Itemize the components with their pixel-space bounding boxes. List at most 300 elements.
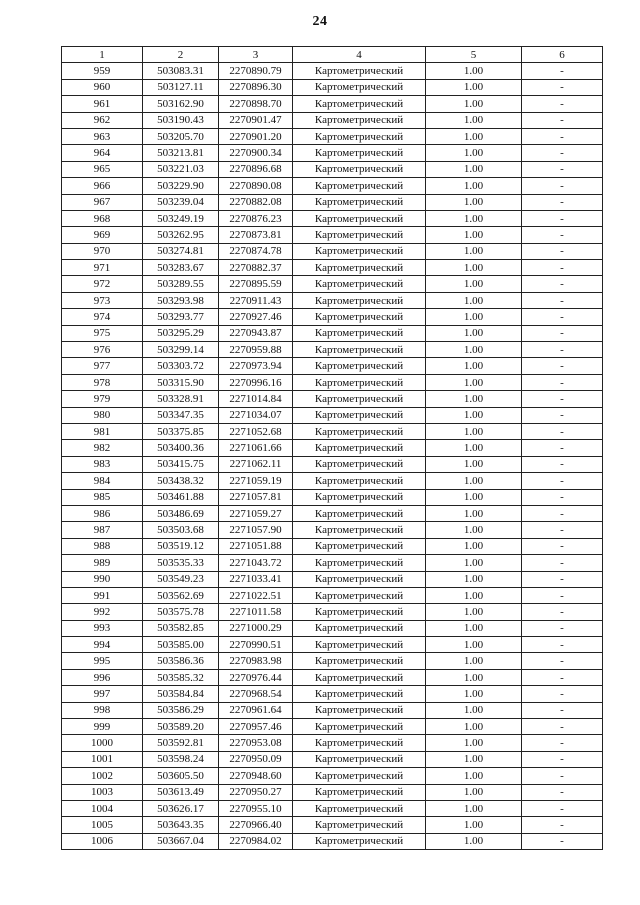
y-coordinate-cell: 2271051.88 [219, 538, 293, 554]
description-cell: - [522, 669, 603, 685]
x-coordinate-cell: 503461.88 [143, 489, 219, 505]
accuracy-cell: 1.00 [426, 686, 522, 702]
x-coordinate-cell: 503249.19 [143, 210, 219, 226]
x-coordinate-cell: 503162.90 [143, 96, 219, 112]
point-number-cell: 967 [62, 194, 143, 210]
point-number-cell: 1004 [62, 800, 143, 816]
table-row [62, 423, 603, 439]
y-coordinate-cell: 2270895.59 [219, 276, 293, 292]
y-coordinate-cell: 2270966.40 [219, 817, 293, 833]
x-coordinate-cell: 503205.70 [143, 128, 219, 144]
y-coordinate-cell: 2270882.08 [219, 194, 293, 210]
description-cell: - [522, 784, 603, 800]
point-number-cell: 984 [62, 473, 143, 489]
x-coordinate-cell: 503083.31 [143, 63, 219, 79]
point-number-cell: 991 [62, 587, 143, 603]
y-coordinate-cell: 2270876.23 [219, 210, 293, 226]
point-number-cell: 999 [62, 719, 143, 735]
y-coordinate-cell: 2270984.02 [219, 833, 293, 849]
x-coordinate-cell: 503293.77 [143, 309, 219, 325]
point-number-cell: 982 [62, 440, 143, 456]
table-row [62, 227, 603, 243]
method-cell: Картометрический [293, 440, 426, 456]
accuracy-cell: 1.00 [426, 276, 522, 292]
method-cell: Картометрический [293, 817, 426, 833]
description-cell: - [522, 407, 603, 423]
point-number-cell: 981 [62, 423, 143, 439]
description-cell: - [522, 505, 603, 521]
y-coordinate-cell: 2271033.41 [219, 571, 293, 587]
method-cell: Картометрический [293, 374, 426, 390]
y-coordinate-cell: 2271014.84 [219, 391, 293, 407]
point-number-cell: 996 [62, 669, 143, 685]
y-coordinate-cell: 2270874.78 [219, 243, 293, 259]
x-coordinate-cell: 503582.85 [143, 620, 219, 636]
method-cell: Картометрический [293, 456, 426, 472]
x-coordinate-cell: 503400.36 [143, 440, 219, 456]
x-coordinate-cell: 503289.55 [143, 276, 219, 292]
x-coordinate-cell: 503598.24 [143, 751, 219, 767]
description-cell: - [522, 735, 603, 751]
x-coordinate-cell: 503486.69 [143, 505, 219, 521]
table-row [62, 637, 603, 653]
point-number-cell: 961 [62, 96, 143, 112]
table-row [62, 669, 603, 685]
method-cell: Картометрический [293, 227, 426, 243]
x-coordinate-cell: 503643.35 [143, 817, 219, 833]
accuracy-cell: 1.00 [426, 702, 522, 718]
table-row [62, 768, 603, 784]
y-coordinate-cell: 2270896.68 [219, 161, 293, 177]
x-coordinate-cell: 503375.85 [143, 423, 219, 439]
x-coordinate-cell: 503503.68 [143, 522, 219, 538]
point-number-cell: 960 [62, 79, 143, 95]
description-cell: - [522, 637, 603, 653]
y-coordinate-cell: 2271000.29 [219, 620, 293, 636]
table-row [62, 555, 603, 571]
y-coordinate-cell: 2271052.68 [219, 423, 293, 439]
accuracy-cell: 1.00 [426, 751, 522, 767]
accuracy-cell: 1.00 [426, 719, 522, 735]
method-cell: Картометрический [293, 358, 426, 374]
x-coordinate-cell: 503315.90 [143, 374, 219, 390]
y-coordinate-cell: 2270890.79 [219, 63, 293, 79]
coordinates-table [61, 46, 603, 850]
y-coordinate-cell: 2270959.88 [219, 342, 293, 358]
x-coordinate-cell: 503586.36 [143, 653, 219, 669]
y-coordinate-cell: 2270896.30 [219, 79, 293, 95]
method-cell: Картометрический [293, 145, 426, 161]
point-number-cell: 997 [62, 686, 143, 702]
accuracy-cell: 1.00 [426, 456, 522, 472]
x-coordinate-cell: 503519.12 [143, 538, 219, 554]
x-coordinate-cell: 503295.29 [143, 325, 219, 341]
point-number-cell: 998 [62, 702, 143, 718]
description-cell: - [522, 555, 603, 571]
method-cell: Картометрический [293, 210, 426, 226]
accuracy-cell: 1.00 [426, 79, 522, 95]
method-cell: Картометрический [293, 309, 426, 325]
accuracy-cell: 1.00 [426, 604, 522, 620]
x-coordinate-cell: 503262.95 [143, 227, 219, 243]
description-cell: - [522, 309, 603, 325]
table-row [62, 161, 603, 177]
method-cell: Картометрический [293, 342, 426, 358]
description-cell: - [522, 260, 603, 276]
point-number-cell: 980 [62, 407, 143, 423]
accuracy-cell: 1.00 [426, 800, 522, 816]
table-row [62, 473, 603, 489]
table-row [62, 309, 603, 325]
y-coordinate-cell: 2270996.16 [219, 374, 293, 390]
point-number-cell: 985 [62, 489, 143, 505]
accuracy-cell: 1.00 [426, 342, 522, 358]
x-coordinate-cell: 503239.04 [143, 194, 219, 210]
accuracy-cell: 1.00 [426, 178, 522, 194]
table-row [62, 505, 603, 521]
method-cell: Картометрический [293, 243, 426, 259]
accuracy-cell: 1.00 [426, 292, 522, 308]
method-cell: Картометрический [293, 79, 426, 95]
accuracy-cell: 1.00 [426, 210, 522, 226]
description-cell: - [522, 374, 603, 390]
method-cell: Картометрический [293, 161, 426, 177]
y-coordinate-cell: 2270882.37 [219, 260, 293, 276]
accuracy-cell: 1.00 [426, 505, 522, 521]
point-number-cell: 987 [62, 522, 143, 538]
point-number-cell: 990 [62, 571, 143, 587]
y-coordinate-cell: 2270901.20 [219, 128, 293, 144]
method-cell: Картометрический [293, 555, 426, 571]
method-cell: Картометрический [293, 260, 426, 276]
table-row [62, 96, 603, 112]
y-coordinate-cell: 2271011.58 [219, 604, 293, 620]
method-cell: Картометрический [293, 800, 426, 816]
accuracy-cell: 1.00 [426, 423, 522, 439]
description-cell: - [522, 833, 603, 849]
table-row [62, 522, 603, 538]
point-number-cell: 977 [62, 358, 143, 374]
description-cell: - [522, 571, 603, 587]
accuracy-cell: 1.00 [426, 768, 522, 784]
column-header-5: 5 [426, 47, 522, 63]
point-number-cell: 970 [62, 243, 143, 259]
description-cell: - [522, 96, 603, 112]
accuracy-cell: 1.00 [426, 653, 522, 669]
point-number-cell: 965 [62, 161, 143, 177]
method-cell: Картометрический [293, 702, 426, 718]
y-coordinate-cell: 2270968.54 [219, 686, 293, 702]
table-row [62, 489, 603, 505]
table-body [62, 63, 603, 850]
point-number-cell: 986 [62, 505, 143, 521]
method-cell: Картометрический [293, 178, 426, 194]
y-coordinate-cell: 2270873.81 [219, 227, 293, 243]
point-number-cell: 1003 [62, 784, 143, 800]
accuracy-cell: 1.00 [426, 325, 522, 341]
x-coordinate-cell: 503605.50 [143, 768, 219, 784]
description-cell: - [522, 63, 603, 79]
description-cell: - [522, 440, 603, 456]
method-cell: Картометрический [293, 522, 426, 538]
table-row [62, 325, 603, 341]
table-row [62, 358, 603, 374]
x-coordinate-cell: 503229.90 [143, 178, 219, 194]
method-cell: Картометрический [293, 112, 426, 128]
table-row [62, 784, 603, 800]
x-coordinate-cell: 503549.23 [143, 571, 219, 587]
point-number-cell: 988 [62, 538, 143, 554]
table-row [62, 751, 603, 767]
method-cell: Картометрический [293, 473, 426, 489]
table-row [62, 145, 603, 161]
point-number-cell: 1006 [62, 833, 143, 849]
x-coordinate-cell: 503575.78 [143, 604, 219, 620]
description-cell: - [522, 719, 603, 735]
point-number-cell: 959 [62, 63, 143, 79]
method-cell: Картометрический [293, 292, 426, 308]
point-number-cell: 992 [62, 604, 143, 620]
description-cell: - [522, 210, 603, 226]
description-cell: - [522, 358, 603, 374]
column-header-1: 1 [62, 47, 143, 63]
point-number-cell: 978 [62, 374, 143, 390]
method-cell: Картометрический [293, 637, 426, 653]
y-coordinate-cell: 2270950.09 [219, 751, 293, 767]
point-number-cell: 1001 [62, 751, 143, 767]
point-number-cell: 989 [62, 555, 143, 571]
method-cell: Картометрический [293, 407, 426, 423]
accuracy-cell: 1.00 [426, 637, 522, 653]
accuracy-cell: 1.00 [426, 817, 522, 833]
method-cell: Картометрический [293, 719, 426, 735]
x-coordinate-cell: 503127.11 [143, 79, 219, 95]
x-coordinate-cell: 503562.69 [143, 587, 219, 603]
table-header-row [62, 47, 603, 63]
point-number-cell: 966 [62, 178, 143, 194]
point-number-cell: 973 [62, 292, 143, 308]
point-number-cell: 974 [62, 309, 143, 325]
table-row [62, 833, 603, 849]
accuracy-cell: 1.00 [426, 227, 522, 243]
description-cell: - [522, 800, 603, 816]
y-coordinate-cell: 2271059.27 [219, 505, 293, 521]
x-coordinate-cell: 503415.75 [143, 456, 219, 472]
point-number-cell: 968 [62, 210, 143, 226]
x-coordinate-cell: 503535.33 [143, 555, 219, 571]
y-coordinate-cell: 2270957.46 [219, 719, 293, 735]
table-row [62, 587, 603, 603]
table-row [62, 407, 603, 423]
accuracy-cell: 1.00 [426, 669, 522, 685]
point-number-cell: 971 [62, 260, 143, 276]
accuracy-cell: 1.00 [426, 407, 522, 423]
method-cell: Картометрический [293, 96, 426, 112]
accuracy-cell: 1.00 [426, 194, 522, 210]
description-cell: - [522, 227, 603, 243]
accuracy-cell: 1.00 [426, 391, 522, 407]
point-number-cell: 993 [62, 620, 143, 636]
accuracy-cell: 1.00 [426, 374, 522, 390]
y-coordinate-cell: 2270953.08 [219, 735, 293, 751]
point-number-cell: 1005 [62, 817, 143, 833]
table-row [62, 342, 603, 358]
x-coordinate-cell: 503283.67 [143, 260, 219, 276]
point-number-cell: 976 [62, 342, 143, 358]
method-cell: Картометрический [293, 63, 426, 79]
method-cell: Картометрический [293, 669, 426, 685]
y-coordinate-cell: 2270901.47 [219, 112, 293, 128]
accuracy-cell: 1.00 [426, 260, 522, 276]
table-row [62, 178, 603, 194]
point-number-cell: 1002 [62, 768, 143, 784]
point-number-cell: 979 [62, 391, 143, 407]
description-cell: - [522, 473, 603, 489]
y-coordinate-cell: 2271061.66 [219, 440, 293, 456]
y-coordinate-cell: 2271057.90 [219, 522, 293, 538]
method-cell: Картометрический [293, 653, 426, 669]
x-coordinate-cell: 503592.81 [143, 735, 219, 751]
table-row [62, 210, 603, 226]
table-row [62, 276, 603, 292]
table-row [62, 243, 603, 259]
point-number-cell: 972 [62, 276, 143, 292]
point-number-cell: 969 [62, 227, 143, 243]
description-cell: - [522, 178, 603, 194]
accuracy-cell: 1.00 [426, 522, 522, 538]
y-coordinate-cell: 2271057.81 [219, 489, 293, 505]
description-cell: - [522, 538, 603, 554]
description-cell: - [522, 145, 603, 161]
table-row [62, 374, 603, 390]
point-number-cell: 964 [62, 145, 143, 161]
x-coordinate-cell: 503328.91 [143, 391, 219, 407]
description-cell: - [522, 292, 603, 308]
y-coordinate-cell: 2270955.10 [219, 800, 293, 816]
y-coordinate-cell: 2270983.98 [219, 653, 293, 669]
description-cell: - [522, 620, 603, 636]
x-coordinate-cell: 503303.72 [143, 358, 219, 374]
y-coordinate-cell: 2270961.64 [219, 702, 293, 718]
method-cell: Картометрический [293, 325, 426, 341]
x-coordinate-cell: 503585.32 [143, 669, 219, 685]
table-row [62, 456, 603, 472]
accuracy-cell: 1.00 [426, 571, 522, 587]
method-cell: Картометрический [293, 587, 426, 603]
column-header-6: 6 [522, 47, 603, 63]
y-coordinate-cell: 2270990.51 [219, 637, 293, 653]
accuracy-cell: 1.00 [426, 128, 522, 144]
accuracy-cell: 1.00 [426, 440, 522, 456]
x-coordinate-cell: 503586.29 [143, 702, 219, 718]
y-coordinate-cell: 2271062.11 [219, 456, 293, 472]
accuracy-cell: 1.00 [426, 473, 522, 489]
y-coordinate-cell: 2270943.87 [219, 325, 293, 341]
table-row [62, 538, 603, 554]
x-coordinate-cell: 503274.81 [143, 243, 219, 259]
point-number-cell: 962 [62, 112, 143, 128]
x-coordinate-cell: 503221.03 [143, 161, 219, 177]
method-cell: Картометрический [293, 735, 426, 751]
y-coordinate-cell: 2271059.19 [219, 473, 293, 489]
accuracy-cell: 1.00 [426, 309, 522, 325]
accuracy-cell: 1.00 [426, 112, 522, 128]
table-row [62, 128, 603, 144]
accuracy-cell: 1.00 [426, 538, 522, 554]
accuracy-cell: 1.00 [426, 96, 522, 112]
method-cell: Картометрический [293, 194, 426, 210]
table-row [62, 719, 603, 735]
table-row [62, 620, 603, 636]
y-coordinate-cell: 2270890.08 [219, 178, 293, 194]
method-cell: Картометрический [293, 768, 426, 784]
accuracy-cell: 1.00 [426, 243, 522, 259]
table-row [62, 702, 603, 718]
description-cell: - [522, 702, 603, 718]
column-header-3: 3 [219, 47, 293, 63]
description-cell: - [522, 653, 603, 669]
table-row [62, 391, 603, 407]
accuracy-cell: 1.00 [426, 161, 522, 177]
description-cell: - [522, 423, 603, 439]
x-coordinate-cell: 503438.32 [143, 473, 219, 489]
method-cell: Картометрический [293, 489, 426, 505]
description-cell: - [522, 587, 603, 603]
description-cell: - [522, 686, 603, 702]
description-cell: - [522, 391, 603, 407]
accuracy-cell: 1.00 [426, 145, 522, 161]
description-cell: - [522, 79, 603, 95]
y-coordinate-cell: 2270948.60 [219, 768, 293, 784]
method-cell: Картометрический [293, 833, 426, 849]
table-row [62, 653, 603, 669]
x-coordinate-cell: 503190.43 [143, 112, 219, 128]
y-coordinate-cell: 2270898.70 [219, 96, 293, 112]
table-row [62, 800, 603, 816]
point-number-cell: 983 [62, 456, 143, 472]
description-cell: - [522, 112, 603, 128]
accuracy-cell: 1.00 [426, 489, 522, 505]
description-cell: - [522, 751, 603, 767]
description-cell: - [522, 456, 603, 472]
x-coordinate-cell: 503299.14 [143, 342, 219, 358]
table-row [62, 604, 603, 620]
x-coordinate-cell: 503213.81 [143, 145, 219, 161]
accuracy-cell: 1.00 [426, 358, 522, 374]
table-row [62, 686, 603, 702]
column-header-2: 2 [143, 47, 219, 63]
method-cell: Картометрический [293, 620, 426, 636]
accuracy-cell: 1.00 [426, 784, 522, 800]
method-cell: Картометрический [293, 571, 426, 587]
description-cell: - [522, 276, 603, 292]
accuracy-cell: 1.00 [426, 63, 522, 79]
column-header-4: 4 [293, 47, 426, 63]
table-row [62, 112, 603, 128]
table-row [62, 440, 603, 456]
description-cell: - [522, 325, 603, 341]
table-row [62, 571, 603, 587]
x-coordinate-cell: 503584.84 [143, 686, 219, 702]
description-cell: - [522, 161, 603, 177]
x-coordinate-cell: 503589.20 [143, 719, 219, 735]
page-number: 24 [312, 14, 328, 29]
y-coordinate-cell: 2271043.72 [219, 555, 293, 571]
x-coordinate-cell: 503667.04 [143, 833, 219, 849]
method-cell: Картометрический [293, 686, 426, 702]
method-cell: Картометрический [293, 128, 426, 144]
accuracy-cell: 1.00 [426, 620, 522, 636]
